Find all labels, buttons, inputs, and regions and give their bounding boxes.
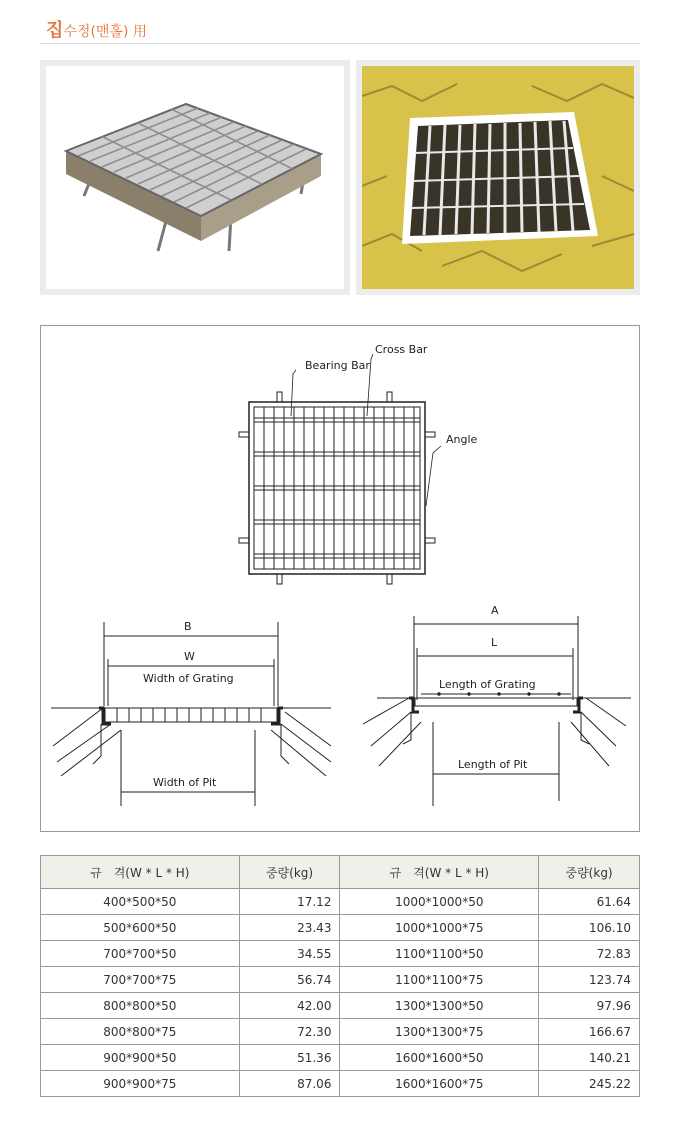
label-angle: Angle bbox=[446, 433, 478, 446]
weight-cell: 42.00 bbox=[239, 993, 340, 1019]
label-cross-bar: Cross Bar bbox=[375, 343, 428, 356]
table-row bbox=[41, 889, 640, 915]
header-weight-1: 중량(kg) bbox=[239, 856, 340, 889]
installed-grating-illustration bbox=[362, 66, 634, 289]
title-divider bbox=[40, 43, 640, 44]
label-length-of-grating: Length of Grating bbox=[439, 678, 536, 691]
weight-cell: 87.06 bbox=[239, 1071, 340, 1097]
weight-cell: 61.64 bbox=[539, 889, 640, 915]
spec-cell: 1100*1100*75 bbox=[340, 967, 539, 993]
spec-cell: 800*800*50 bbox=[41, 993, 240, 1019]
spec-cell: 900*900*75 bbox=[41, 1071, 240, 1097]
spec-cell: 700*700*50 bbox=[41, 941, 240, 967]
installed-photo bbox=[356, 60, 640, 295]
table-row bbox=[41, 941, 640, 967]
technical-diagram bbox=[40, 325, 640, 832]
table-row bbox=[41, 993, 640, 1019]
label-a: A bbox=[491, 604, 499, 617]
spec-cell: 1000*1000*50 bbox=[340, 889, 539, 915]
table-row bbox=[41, 1071, 640, 1097]
weight-cell: 123.74 bbox=[539, 967, 640, 993]
weight-cell: 56.74 bbox=[239, 967, 340, 993]
weight-cell: 17.12 bbox=[239, 889, 340, 915]
weight-cell: 51.36 bbox=[239, 1045, 340, 1071]
header-spec-1: 규 격(W * L * H) bbox=[41, 856, 240, 889]
label-l: L bbox=[491, 636, 498, 649]
table-row bbox=[41, 967, 640, 993]
spec-cell: 400*500*50 bbox=[41, 889, 240, 915]
table-row bbox=[41, 1045, 640, 1071]
table-row bbox=[41, 1019, 640, 1045]
grating-top-view bbox=[239, 392, 435, 584]
label-width-of-grating: Width of Grating bbox=[143, 672, 234, 685]
label-b: B bbox=[184, 620, 192, 633]
weight-cell: 23.43 bbox=[239, 915, 340, 941]
spec-cell: 900*900*50 bbox=[41, 1045, 240, 1071]
weight-cell: 140.21 bbox=[539, 1045, 640, 1071]
label-width-of-pit: Width of Pit bbox=[153, 776, 217, 789]
spec-cell: 1600*1600*50 bbox=[340, 1045, 539, 1071]
product-photo-grating bbox=[40, 60, 350, 295]
label-w: W bbox=[184, 650, 195, 663]
weight-cell: 106.10 bbox=[539, 915, 640, 941]
spec-cell: 1300*1300*50 bbox=[340, 993, 539, 1019]
spec-cell: 1100*1100*50 bbox=[340, 941, 539, 967]
page-title bbox=[46, 16, 147, 42]
table-row bbox=[41, 915, 640, 941]
title-first-char: 집 bbox=[46, 20, 64, 41]
weight-cell: 72.30 bbox=[239, 1019, 340, 1045]
label-bearing-bar: Bearing Bar bbox=[305, 359, 370, 372]
spec-cell: 800*800*75 bbox=[41, 1019, 240, 1045]
grating-illustration bbox=[46, 66, 344, 289]
spec-table bbox=[40, 855, 640, 1097]
title-rest: 수정(맨홀) 用 bbox=[63, 24, 147, 40]
spec-cell: 700*700*75 bbox=[41, 967, 240, 993]
weight-cell: 97.96 bbox=[539, 993, 640, 1019]
weight-cell: 72.83 bbox=[539, 941, 640, 967]
weight-cell: 245.22 bbox=[539, 1071, 640, 1097]
spec-cell: 500*600*50 bbox=[41, 915, 240, 941]
header-spec-2: 규 격(W * L * H) bbox=[340, 856, 539, 889]
header-weight-2: 중량(kg) bbox=[539, 856, 640, 889]
spec-cell: 1600*1600*75 bbox=[340, 1071, 539, 1097]
table-header-row bbox=[41, 856, 640, 889]
weight-cell: 34.55 bbox=[239, 941, 340, 967]
spec-cell: 1300*1300*75 bbox=[340, 1019, 539, 1045]
label-length-of-pit: Length of Pit bbox=[458, 758, 528, 771]
spec-cell: 1000*1000*75 bbox=[340, 915, 539, 941]
weight-cell: 166.67 bbox=[539, 1019, 640, 1045]
